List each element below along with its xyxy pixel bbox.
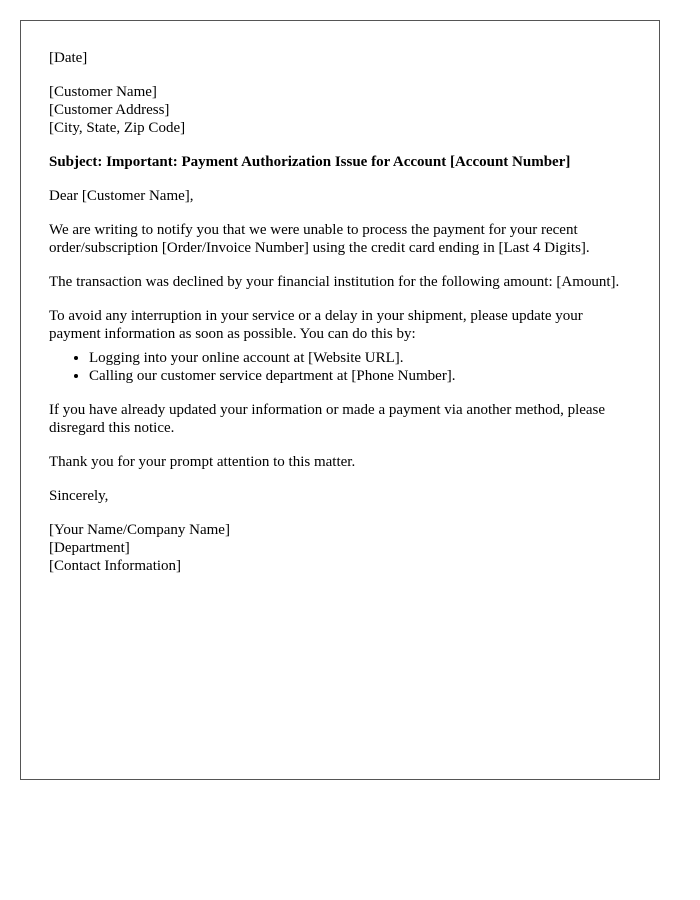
paragraph-disregard: If you have already updated your information or made a payment via another method, please disregard this notice. — [49, 402, 606, 436]
letter-date: [Date] — [49, 50, 88, 66]
recipient-block — [49, 83, 631, 137]
paragraph-update-request: To avoid any interruption in your service or a delay in your shipment, please update your payment information as soon as possible. You can do this by: — [49, 308, 583, 342]
recipient-name: [Customer Name] — [49, 84, 157, 100]
recipient-city-state-zip: [City, State, Zip Code] — [49, 120, 186, 136]
signature-department: [Department] — [49, 540, 130, 556]
letter-signoff: Sincerely, — [49, 488, 109, 504]
letter-page — [20, 20, 660, 780]
paragraph-notification: We are writing to notify you that we were unable to process the payment for your recent order/subscription [Order/Invoice Number] using the credit card ending in [Last 4 Digits]. — [49, 222, 590, 256]
update-methods-list — [49, 349, 631, 385]
letter-salutation: Dear [Customer Name], — [49, 188, 194, 204]
paragraph-declined-amount: The transaction was declined by your financial institution for the following amount: [Amount]. — [49, 274, 620, 290]
paragraph-thanks: Thank you for your prompt attention to this matter. — [49, 454, 356, 470]
signature-contact: [Contact Information] — [49, 558, 182, 574]
list-item: • Calling our customer service department at [Phone Number]. — [89, 367, 631, 385]
signature-block — [49, 521, 631, 575]
recipient-address: [Customer Address] — [49, 102, 170, 118]
signature-name: [Your Name/Company Name] — [49, 522, 230, 538]
list-item: • Logging into your online account at [Website URL]. — [89, 349, 631, 367]
letter-subject: Subject: Important: Payment Authorization Issue for Account [Account Number] — [49, 154, 571, 170]
